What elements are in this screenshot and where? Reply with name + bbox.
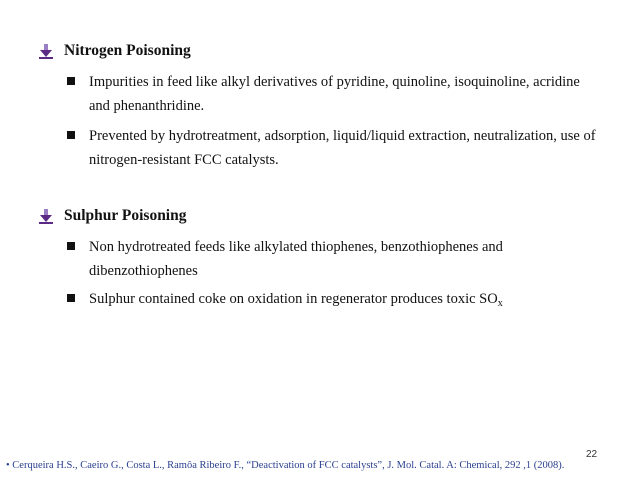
section-heading-sulphur: [38, 207, 187, 225]
bullet-item: [67, 70, 597, 118]
square-bullet-icon: [67, 242, 75, 250]
bullet-text: Non hydrotreated feeds like alkylated thiophenes, benzothiophenes and dibenzothiophenes: [89, 239, 503, 279]
square-bullet-icon: [67, 294, 75, 302]
bullet-item: [67, 124, 597, 172]
section-heading-nitrogen: [38, 42, 191, 60]
square-bullet-icon: [67, 77, 75, 85]
bullet-text: Impurities in feed like alkyl derivatives of pyridine, quinoline, isoquinoline, acridine and phenanthridine.: [89, 74, 580, 114]
arrow-down-bullet-icon: [38, 43, 54, 59]
arrow-down-bullet-icon: [38, 208, 54, 224]
section-heading-text: Nitrogen Poisoning: [64, 42, 191, 59]
bullet-text-with-subscript: [89, 287, 597, 311]
bullet-text: Sulphur contained coke on oxidation in regenerator produces toxic SO: [89, 291, 498, 307]
bullet-item: [67, 235, 597, 283]
section-heading-text: Sulphur Poisoning: [64, 207, 187, 224]
bullet-text: Prevented by hydrotreatment, adsorption, liquid/liquid extraction, neutralization, use of nitrogen-resistant FCC catalysts.: [89, 128, 596, 168]
square-bullet-icon: [67, 131, 75, 139]
citation-footnote: • Cerqueira H.S., Caeiro G., Costa L., Ramôa Ribeiro F., “Deactivation of FCC catalysts”, J. Mol. Catal. A: Chemical, 292 ,1 (2008).: [6, 460, 565, 471]
subscript-x: x: [497, 298, 503, 309]
page-number: 22: [586, 449, 598, 460]
bullet-item: [67, 287, 597, 311]
